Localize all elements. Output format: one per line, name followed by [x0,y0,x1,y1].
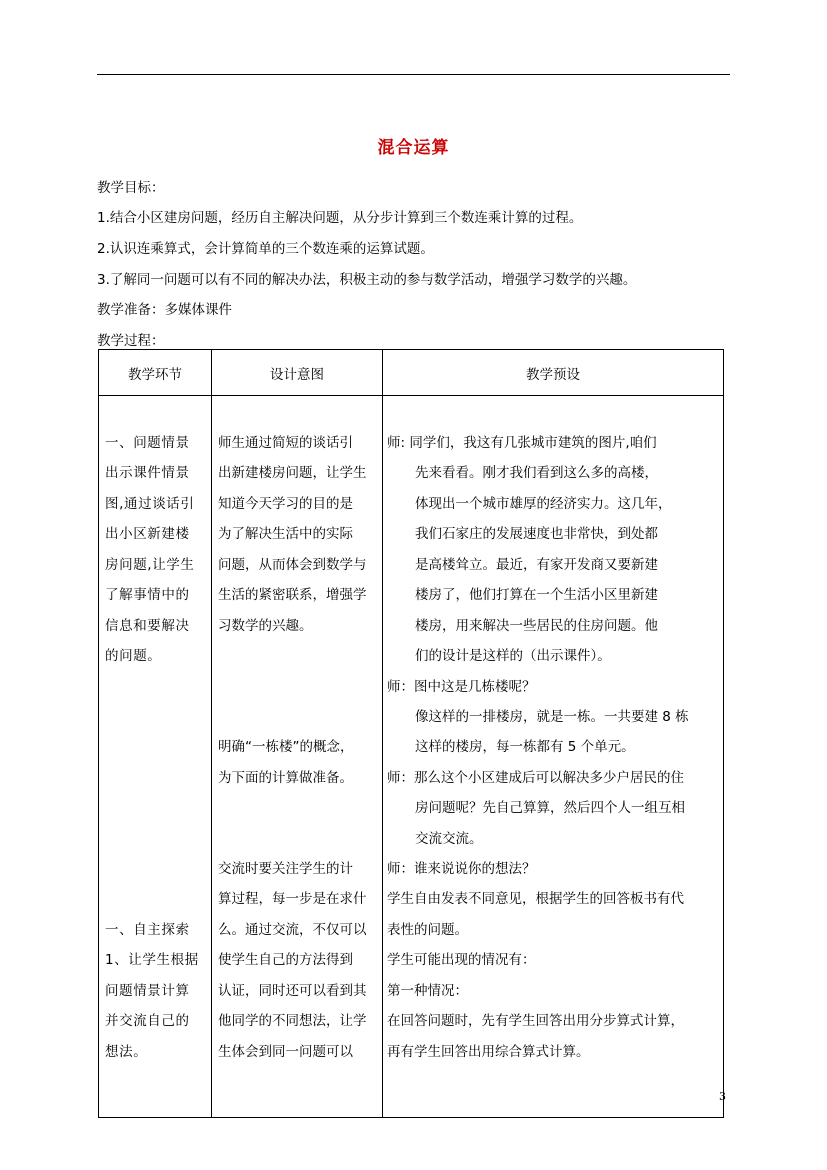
stage-line: 图,通过谈话引 [105,496,195,512]
document-title: 混合运算 [377,138,450,158]
goal-1: 1.结合小区建房问题，经历自主解决问题，从分步计算到三个数连乘计算的过程。 [97,210,583,226]
header-plan: 教学预设 [383,350,724,396]
intent-line: 师生通过简短的谈话引 [218,435,353,451]
plan-line: 是高楼耸立。最近，有家开发商又要新建 [415,557,658,573]
plan-line: 师：那么这个小区建成后可以解决多少户居民的住 [387,770,684,786]
intent-line: 知道今天学习的目的是 [218,496,353,512]
goals-heading: 教学目标： [97,180,165,196]
plan-line: 在回答问题时，先有学生回答出用分步算式计算， [387,1013,684,1029]
table-header-row [99,350,724,396]
plan-line: 楼房了，他们打算在一个生活小区里新建 [415,587,658,603]
intent-line: 问题，从而体会到数学与 [218,557,367,573]
plan-line: 交流交流。 [415,831,483,847]
intent-line: 习数学的兴趣。 [218,618,313,634]
intent-line: 生活的紧密联系，增强学 [218,587,367,603]
plan-line: 师：图中这是几栋楼呢？ [387,679,536,695]
stage-line: 问题情景计算 [105,983,190,999]
intent-line: 为下面的计算做准备。 [218,770,353,786]
stage-line: 一、问题情景 [105,435,190,451]
stage-line: 1、让学生根据 [105,952,199,968]
plan-line: 先来看看。刚才我们看到这么多的高楼， [415,465,658,481]
plan-line: 第一种情况： [387,983,468,999]
intent-line: 交流时要关注学生的计 [218,861,353,877]
plan-line: 这样的楼房，每一栋都有 5 个单元。 [415,739,635,755]
plan-line: 楼房，用来解决一些居民的住房问题。他 [415,618,658,634]
teaching-prep: 教学准备：多媒体课件 [97,302,232,318]
intent-line: 生体会到同一问题可以 [218,1044,353,1060]
stage-line: 出示课件情景 [105,465,190,481]
plan-line: 我们石家庄的发展速度也非常快，到处都 [415,526,658,542]
process-heading: 教学过程： [97,333,165,349]
plan-line: 师: 同学们，我这有几张城市建筑的图片,咱们 [387,435,657,451]
plan-line: 体现出一个城市雄厚的经济实力。这几年， [415,496,672,512]
stage-column [99,396,212,1118]
stage-line: 并交流自己的 [105,1013,190,1029]
stage-line: 出小区新建楼 [105,526,190,542]
stage-line: 信息和要解决 [105,618,190,634]
intent-line: 么。通过交流，不仅可以 [218,922,367,938]
intent-line: 使学生自己的方法得到 [218,952,353,968]
plan-line: 师：谁来说说你的想法？ [387,861,536,877]
intent-line: 算过程，每一步是在求什 [218,891,367,907]
teaching-process-table [98,349,724,1118]
table-body-row [99,396,724,1118]
goal-3: 3.了解同一问题可以有不同的解决办法，积极主动的参与数学活动，增强学习数学的兴趣。 [97,272,637,288]
header-stage: 教学环节 [99,350,212,396]
intent-line: 明确“一栋楼”的概念， [218,739,354,755]
stage-line: 的问题。 [105,648,162,664]
goal-2: 2.认识连乘算式，会计算简单的三个数连乘的运算试题。 [97,241,434,257]
header-intent: 设计意图 [212,350,383,396]
plan-line: 表性的问题。 [387,922,468,938]
intent-line: 认证，同时还可以看到其 [218,983,367,999]
intent-line: 他同学的不同想法，让学 [218,1013,367,1029]
stage-line: 一、自主探索 [105,922,190,938]
header-rule [97,74,730,75]
plan-line: 学生可能出现的情况有： [387,952,536,968]
plan-line: 像这样的一排楼房，就是一栋。一共要建 8 栋 [415,709,689,725]
stage-line: 了解事情中的 [105,587,190,603]
intent-line: 出新建楼房问题，让学生 [218,465,367,481]
plan-line: 再有学生回答出用综合算式计算。 [387,1044,590,1060]
intent-line: 为了解决生活中的实际 [218,526,353,542]
plan-line: 们的设计是这样的（出示课件）。 [415,648,611,664]
plan-column [383,396,724,1118]
page-number: 3 [719,1090,726,1103]
intent-column [212,396,383,1118]
stage-line: 房问题,让学生 [105,557,195,573]
plan-line: 学生自由发表不同意见，根据学生的回答板书有代 [387,891,684,907]
plan-line: 房问题呢？先自己算算，然后四个人一组互相 [415,800,685,816]
stage-line: 想法。 [105,1044,148,1060]
